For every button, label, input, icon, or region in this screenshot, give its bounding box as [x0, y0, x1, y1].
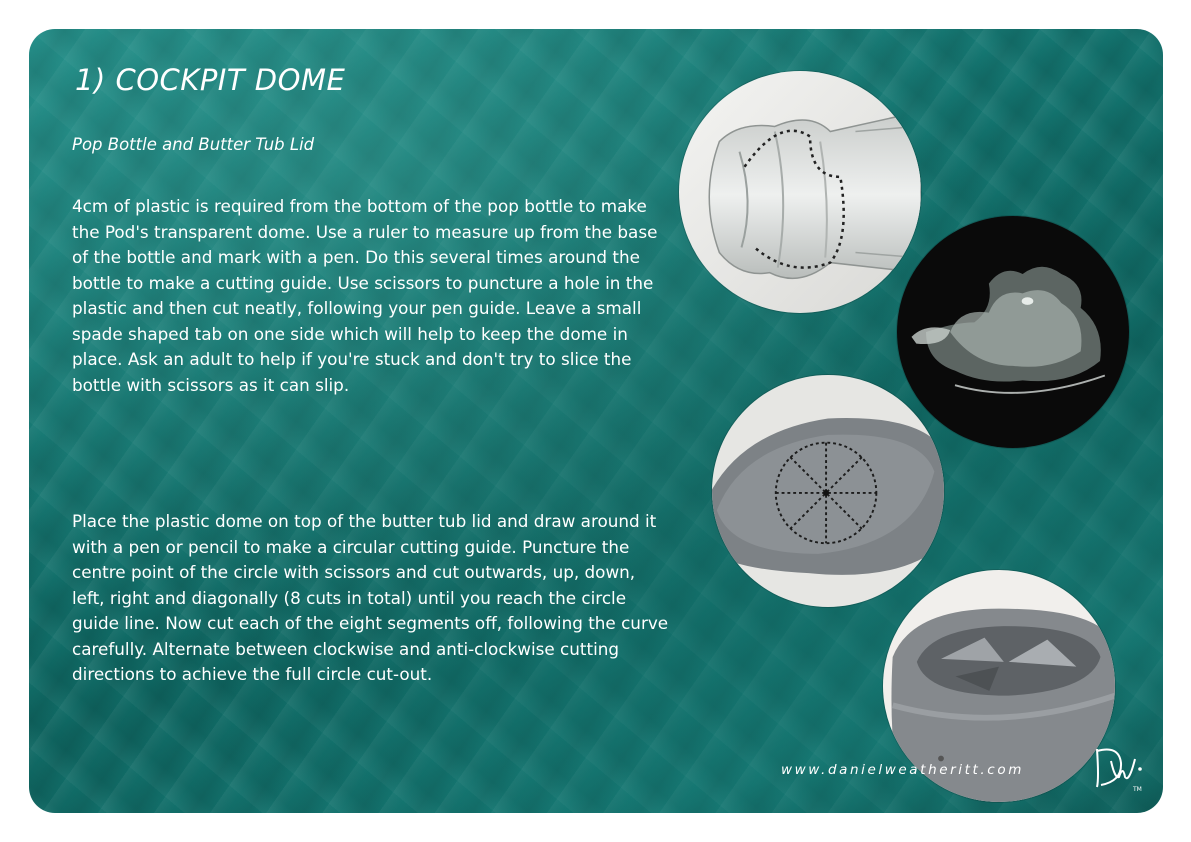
plastic-dome-photo: [897, 216, 1129, 448]
signature-logo: [1089, 739, 1149, 793]
trademark-text: TM: [1133, 786, 1142, 793]
website-link[interactable]: www.danielweatheritt.com: [781, 762, 1024, 778]
page-title: 1) COCKPIT DOME: [75, 63, 346, 97]
butter-tub-lid-photo: [712, 375, 944, 607]
bottle-cutting-guide-photo: [679, 71, 921, 313]
instruction-card: [29, 29, 1163, 813]
instruction-paragraph-lid: Place the plastic dome on top of the butter tub lid and draw around it with a pen or pencil to make a circular cutting guide. Puncture the centre point of the circle with scissors and cut outwards, up, down, left, right and diagonally (8 cuts in total) until you reach the circle guide line. Now cut each of the eight segments off, following the curve carefully. Alternate between clockwise and anti-clockwise cutting directions to achieve the full circle cut-out.: [72, 511, 669, 684]
instruction-paragraph-dome: 4cm of plastic is required from the bottom of the pop bottle to make the Pod's transparent dome. Use a ruler to measure up from the base of the bottle and mark with a pen. Do this several times around the bottle to make a cutting guide. Use scissors to puncture a hole in the plastic and then cut neatly, following your pen guide. Leave a small spade shaped tab on one side which will help to keep the dome in place. Ask an adult to help if you're stuck and don't try to slice the bottle with scissors as it can slip.: [72, 196, 658, 395]
materials-subtitle: Pop Bottle and Butter Tub Lid: [72, 135, 315, 154]
